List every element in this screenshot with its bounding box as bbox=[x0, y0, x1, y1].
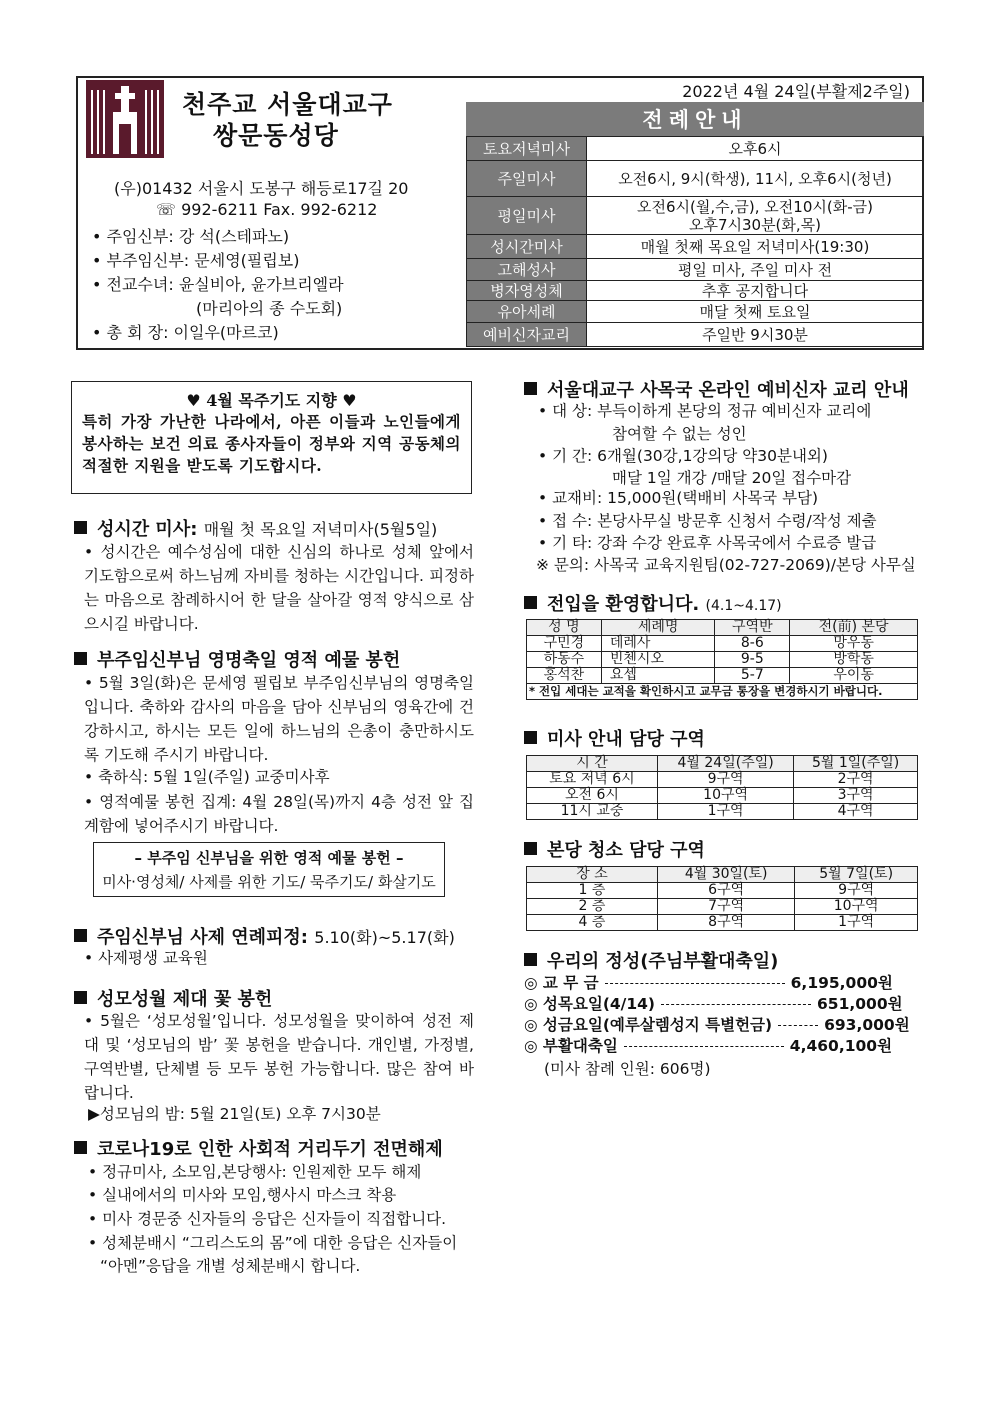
table-cell: 9-5 bbox=[715, 652, 790, 668]
liturgy-key: 병자영성체 bbox=[467, 281, 587, 301]
liturgy-key: 주일미사 bbox=[467, 161, 587, 197]
liturgy-value-multi bbox=[587, 197, 924, 235]
liturgy-value-line1: 오전6시(월,수,금), 오전10시(화-금) bbox=[637, 197, 873, 216]
offering-row bbox=[524, 973, 904, 994]
table-cell: 5-7 bbox=[715, 668, 790, 684]
parish-name-line1: 천주교 서울대교구 bbox=[182, 90, 393, 119]
table-cell: 9구역 bbox=[658, 772, 794, 788]
staff-sisters: • 전교수녀: 윤실비아, 윤가브리엘라 bbox=[92, 275, 344, 294]
flowers-body: • 5월은 ‘성모성월’입니다. 성모성월을 맞이하여 성전 제대 및 ‘성모님의 밤’ 꽃 봉헌을 받습니다. 개인별, 가정별, 구역반별, 단체별 등 모두 봉헌 가능합니다. 많은 참여 바랍니다. bbox=[84, 1012, 474, 1102]
square-bullet-icon bbox=[74, 521, 87, 534]
table-cell: 9구역 bbox=[795, 883, 918, 899]
covid-item: • 성체분배시 “그리스도의 몸”에 대한 응답은 신자들이 bbox=[88, 1234, 458, 1252]
liturgy-table bbox=[466, 136, 924, 347]
cleaning-table bbox=[526, 866, 918, 931]
parish-logo-icon bbox=[86, 80, 164, 158]
table-row bbox=[527, 788, 918, 804]
section-note: (4.1~4.17) bbox=[705, 598, 782, 614]
staff-pastor: • 주임신부: 강 석(스테파노) bbox=[92, 227, 290, 246]
liturgy-value: 오전6시, 9시(학생), 11시, 오후6시(청년) bbox=[587, 161, 924, 197]
table-cell: 1구역 bbox=[795, 915, 918, 931]
offering-label: ◎ 교 무 금 bbox=[524, 974, 599, 992]
table-row bbox=[527, 804, 918, 820]
address: (우)01432 서울시 도봉구 해등로17길 20 bbox=[114, 179, 409, 198]
attendance-note: (미사 참례 인원: 606명) bbox=[544, 1060, 711, 1078]
liturgy-key: 토요저녁미사 bbox=[467, 137, 587, 161]
section-feast-head bbox=[74, 646, 400, 672]
table-row bbox=[527, 883, 918, 899]
spiritual-offering-body: 미사·영성체/ 사제를 위한 기도/ 묵주기도/ 화살기도 bbox=[102, 873, 436, 891]
table-header: 성 명 bbox=[527, 620, 602, 636]
table-cell: 2 층 bbox=[527, 899, 658, 915]
retreat-location: • 사제평생 교육원 bbox=[84, 949, 208, 967]
table-header: 전(前) 본당 bbox=[790, 620, 918, 636]
offering-label: ◎ 성목요일(4/14) bbox=[524, 995, 655, 1013]
table-cell: 4구역 bbox=[794, 804, 918, 820]
catechism-item: ※ 문의: 사목국 교육지원팀(02-727-2069)/본당 사무실 bbox=[536, 556, 916, 574]
table-header: 4월 30일(토) bbox=[658, 867, 795, 883]
section-title: 미사 안내 담당 구역 bbox=[547, 729, 705, 750]
table-note-row bbox=[527, 684, 918, 700]
liturgy-value: 매달 첫째 토요일 bbox=[587, 301, 924, 323]
table-header: 장 소 bbox=[527, 867, 658, 883]
section-welcome-head bbox=[524, 590, 782, 616]
leader-dots bbox=[661, 1004, 811, 1005]
section-title: 서울대교구 사목국 온라인 예비신자 교리 안내 bbox=[547, 380, 909, 401]
table-header: 시 간 bbox=[527, 756, 658, 772]
spiritual-offering-title: – 부주임 신부님을 위한 영적 예물 봉헌 – bbox=[134, 849, 404, 867]
table-header: 4월 24일(주일) bbox=[658, 756, 794, 772]
offering-row bbox=[524, 1036, 904, 1057]
table-cell: 8구역 bbox=[658, 915, 795, 931]
section-title: 코로나19로 인한 사회적 거리두기 전면해제 bbox=[97, 1139, 443, 1160]
table-cell: 2구역 bbox=[794, 772, 918, 788]
table-row bbox=[527, 915, 918, 931]
mass-guide-table bbox=[526, 755, 918, 820]
table-header: 5월 1일(주일) bbox=[794, 756, 918, 772]
prayer-intention-box bbox=[71, 381, 472, 494]
section-mass-guide-head bbox=[524, 725, 705, 751]
liturgy-value: 평일 미사, 주일 미사 전 bbox=[587, 259, 924, 281]
liturgy-value: 매월 첫째 목요일 저녁미사(19:30) bbox=[587, 235, 924, 259]
table-cell: 오전 6시 bbox=[527, 788, 658, 804]
table-header: 5월 7일(토) bbox=[795, 867, 918, 883]
section-retreat-head bbox=[74, 923, 455, 949]
feast-ceremony: • 축하식: 5월 1일(주일) 교중미사후 bbox=[84, 768, 330, 786]
table-cell: 방학동 bbox=[790, 652, 918, 668]
covid-item: “아멘”응답을 개별 성체분배시 합니다. bbox=[100, 1257, 361, 1275]
holy-hour-body: • 성시간은 예수성심에 대한 신심의 하나로 성체 앞에서 기도함으로써 하느님께 자비를 청하는 시간입니다. 피정하는 마음으로 참례하시어 한 달을 살아갈 영적 양식으로 삼으시길 바랍니다. bbox=[84, 543, 474, 633]
square-bullet-icon bbox=[524, 596, 537, 609]
section-flowers-head bbox=[74, 985, 272, 1011]
section-holy-hour-head bbox=[74, 515, 437, 541]
section-title: 성시간 미사: bbox=[97, 519, 198, 540]
section-title: 본당 청소 담당 구역 bbox=[547, 840, 705, 861]
offering-row bbox=[524, 994, 904, 1015]
table-row bbox=[527, 668, 918, 684]
offering-label: ◎ 성금요일(예루살렘성지 특별헌금) bbox=[524, 1016, 773, 1034]
feast-collection: • 영적예물 봉헌 집계: 4월 28일(목)까지 4층 성전 앞 집계함에 넣어주시기 바랍니다. bbox=[84, 793, 474, 835]
square-bullet-icon bbox=[74, 1141, 87, 1154]
table-cell: 홍석찬 bbox=[527, 668, 602, 684]
offering-row bbox=[524, 1015, 910, 1036]
parish-name-line2: 쌍문동성당 bbox=[213, 121, 339, 150]
liturgy-value: 추후 공지합니다 bbox=[587, 281, 924, 301]
section-title: 성모성월 제대 꽃 봉헌 bbox=[97, 989, 273, 1010]
leader-dots bbox=[605, 983, 785, 984]
table-cell: 1 층 bbox=[527, 883, 658, 899]
catechism-item: • 교재비: 15,000원(택배비 사목국 부담) bbox=[538, 489, 819, 507]
phone: ☏ 992-6211 Fax. 992-6212 bbox=[156, 200, 378, 219]
square-bullet-icon bbox=[524, 731, 537, 744]
section-title: 부주임신부님 영명축일 영적 예물 봉헌 bbox=[97, 650, 401, 671]
table-cell: 10구역 bbox=[795, 899, 918, 915]
table-cell: 4 층 bbox=[527, 915, 658, 931]
staff-assistant: • 부주임신부: 문세영(필립보) bbox=[92, 251, 300, 270]
offering-amount: 693,000원 bbox=[824, 1016, 910, 1034]
table-row bbox=[527, 772, 918, 788]
catechism-item: • 대 상: 부득이하게 본당의 정규 예비신자 교리에 bbox=[538, 402, 872, 420]
catechism-item: 참여할 수 없는 성인 bbox=[612, 425, 747, 443]
table-cell: 데레사 bbox=[601, 636, 715, 652]
square-bullet-icon bbox=[524, 953, 537, 966]
table-row bbox=[527, 652, 918, 668]
covid-item: • 미사 경문중 신자들의 응답은 신자들이 직접합니다. bbox=[88, 1210, 447, 1228]
table-header: 세례명 bbox=[601, 620, 715, 636]
section-offering-head bbox=[524, 947, 778, 973]
section-title: 전입을 환영합니다. bbox=[547, 594, 700, 615]
table-cell: 11시 교중 bbox=[527, 804, 658, 820]
catechism-item: • 접 수: 본당사무실 방문후 신청서 수령/작성 제출 bbox=[538, 512, 877, 530]
prayer-body: 특히 가장 가난한 나라에서, 아픈 이들과 노인들에게 봉사하는 보건 의료 종사자들이 정부와 지역 공동체의 적절한 지원을 받도록 기도합시다. bbox=[82, 412, 461, 475]
table-note: * 전입 세대는 교적을 확인하시고 교무금 통장을 변경하시기 바랍니다. bbox=[527, 684, 918, 700]
staff-president: • 총 회 장: 이일우(마르코) bbox=[92, 323, 279, 342]
liturgy-key: 유아세례 bbox=[467, 301, 587, 323]
offering-amount: 4,460,100원 bbox=[789, 1037, 893, 1055]
table-cell: 하동수 bbox=[527, 652, 602, 668]
table-cell: 요셉 bbox=[601, 668, 715, 684]
liturgy-key: 평일미사 bbox=[467, 197, 587, 235]
offering-amount: 6,195,000원 bbox=[790, 974, 893, 992]
table-cell: 8-6 bbox=[715, 636, 790, 652]
prayer-title: ♥ 4월 목주기도 지향 ♥ bbox=[186, 391, 357, 410]
welcome-table bbox=[526, 619, 918, 700]
offering-label: ◎ 부활대축일 bbox=[524, 1037, 618, 1055]
liturgy-value-line2: 오후7시30분(화,목) bbox=[688, 215, 822, 234]
section-covid-head bbox=[74, 1135, 443, 1161]
table-cell: 빈첸시오 bbox=[601, 652, 715, 668]
table-cell: 6구역 bbox=[658, 883, 795, 899]
section-cleaning-head bbox=[524, 836, 705, 862]
table-cell: 우이동 bbox=[790, 668, 918, 684]
section-title: 주임신부님 사제 연례피정: bbox=[97, 927, 308, 948]
section-note: 매월 첫 목요일 저녁미사(5월5일) bbox=[203, 520, 438, 539]
table-row bbox=[527, 899, 918, 915]
catechism-item: • 기 간: 6개월(30강,1강의당 약30분내외) bbox=[538, 447, 828, 465]
square-bullet-icon bbox=[74, 929, 87, 942]
square-bullet-icon bbox=[524, 382, 537, 395]
offering-amount: 651,000원 bbox=[817, 995, 903, 1013]
square-bullet-icon bbox=[74, 652, 87, 665]
section-catechism-head bbox=[524, 376, 909, 402]
catechism-item: • 기 타: 강좌 수강 완료후 사목국에서 수료증 발급 bbox=[538, 534, 877, 552]
liturgy-value: 주일반 9시30분 bbox=[587, 323, 924, 347]
covid-item: • 실내에서의 미사와 모임,행사시 마스크 착용 bbox=[88, 1186, 397, 1204]
catechism-item: 매달 1일 개강 /매달 20일 접수마감 bbox=[612, 469, 852, 487]
section-note: 5.10(화)~5.17(화) bbox=[314, 928, 455, 947]
liturgy-title: 전례안내 bbox=[466, 102, 924, 136]
table-cell: 구민경 bbox=[527, 636, 602, 652]
table-cell: 10구역 bbox=[658, 788, 794, 804]
leader-dots bbox=[624, 1046, 784, 1047]
table-cell: 3구역 bbox=[794, 788, 918, 804]
leader-dots bbox=[778, 1025, 818, 1026]
section-title: 우리의 정성(주님부활대축일) bbox=[547, 951, 779, 972]
flowers-night: ▶성모님의 밤: 5월 21일(토) 오후 7시30분 bbox=[88, 1105, 381, 1123]
square-bullet-icon bbox=[74, 991, 87, 1004]
liturgy-key: 예비신자교리 bbox=[467, 323, 587, 347]
table-cell: 토요 저녁 6시 bbox=[527, 772, 658, 788]
issue-date: 2022년 4월 24일(부활제2주일) bbox=[682, 82, 910, 101]
liturgy-value: 오후6시 bbox=[587, 137, 924, 161]
table-header: 구역반 bbox=[715, 620, 790, 636]
feast-body: • 5월 3일(화)은 문세영 필립보 부주임신부님의 영명축일입니다. 축하와 감사의 마음을 담아 신부님의 영육간에 건강하시고, 하시는 모든 일에 하느님의 은총이 충만하시도록 기도해 주시기 바랍니다. bbox=[84, 674, 474, 764]
table-row bbox=[527, 636, 918, 652]
liturgy-key: 고해성사 bbox=[467, 259, 587, 281]
covid-item: • 정규미사, 소모임,본당행사: 인원제한 모두 해제 bbox=[88, 1163, 422, 1181]
liturgy-key: 성시간미사 bbox=[467, 235, 587, 259]
table-cell: 망우동 bbox=[790, 636, 918, 652]
spiritual-offering-box bbox=[93, 842, 445, 897]
staff-sisters-order: (마리아의 종 수도회) bbox=[196, 299, 343, 318]
square-bullet-icon bbox=[524, 842, 537, 855]
table-cell: 1구역 bbox=[658, 804, 794, 820]
table-cell: 7구역 bbox=[658, 899, 795, 915]
